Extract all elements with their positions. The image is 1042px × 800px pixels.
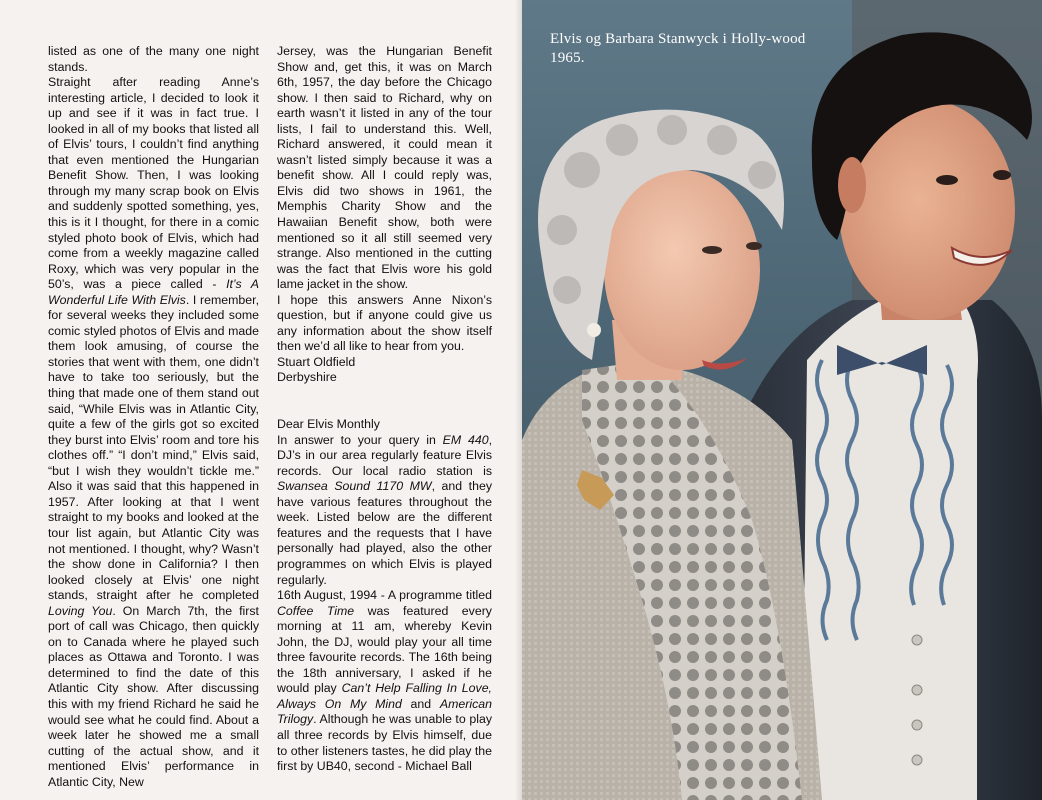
signature-name: Stuart Oldfield: [277, 354, 356, 369]
article-column-1: [48, 44, 259, 790]
paragraph: listed as one of the many one night stands.: [48, 44, 259, 74]
paragraph: I hope this answers Anne Nixon’s question, but if anyone could give us any information about the show itself then we’d all like to hear from you.: [277, 292, 492, 354]
salutation: Dear Elvis Monthly: [277, 417, 380, 432]
paragraph: In answer to your query in EM 440, DJ’s in our area regularly feature Elvis records. Our local radio station is Swansea Sound 1170 MW, and they have various features throughout the week. Listed below are the different features and the requests that I have personally had played, also the other programmes on which Elvis is played regularly.: [277, 432, 492, 587]
title-ref: Can’t Help Falling In Love, Always On My Mind: [277, 681, 492, 711]
title-ref: EM 440: [442, 432, 489, 447]
photo-caption: Elvis og Barbara Stanwyck i Holly-wood 1965.: [550, 31, 806, 66]
paragraph: 16th August, 1994 - A programme titled Coffee Time was featured every morning at 11 am, whereby Kevin John, the DJ, would play your all time three favourite records. The 16th being the 18th anniversary, I asked if he would play Can’t Help Falling In Love, Always On My Mind and American Trilogy. Although he was unable to play all three records by Elvis himself, due to other listeners tastes, he did play the first by UB40, second - Michael Ball: [277, 588, 492, 774]
title-ref: Swansea Sound 1170 MW: [277, 479, 432, 494]
title-ref: Loving You: [48, 603, 113, 618]
photo-illustration: [522, 0, 1042, 800]
title-ref: Coffee Time: [277, 603, 355, 618]
title-ref: It’s A Wonderful Life With Elvis: [48, 277, 259, 307]
paragraph: Straight after reading Anne’s interesting article, I decided to look it up and see if it was in fact true. I looked in all of my books that listed all of Elvis’ tours, I couldn’t find anything that even mentioned the Hungarian Benefit Show. Then, I was looking through my many scrap book on Elvis and suddenly spotted something, yes, this is it I thought, for there in a comic styled photo book of Elvis, which had come from a weekly magazine called Roxy, which was very popular in the 50’s, was a piece called - It’s A Wonderful Life With Elvis. I remember, for several weeks they included some comic styled photos of Elvis and made them look amusing, of course the stories that went with them, one didn’t have to take too seriously, but the thing that made one of them stand out said, “While Elvis was in Atlantic City, quite a few of the girls got so excited they burst into Elvis’ room and tore his clothes off.” “I don’t mind,” Elvis said, “but I wish they wouldn’t tickle me.” Also it was said that this happened in 1957. After looking at that I went straight to my books and looked at the tour list again, but Atlantic City was not mentioned. I thought, why? Wasn’t the show done in California? I then looked closely at Elvis’ one night stands, straight after he completed Loving You. On March 7th, the first port of call was Chicago, then quickly on to Canada where he played such places as Ottawa and Toronto. I was determined to find the date of this Atlantic City show. After discussing this with my friend Richard he said he would see what he could find. About a week later he showed me a small cutting of the actual show, and it mentioned Elvis’ performance in Atlantic City, New: [48, 75, 259, 789]
photo-elvis-stanwyck: [522, 0, 1042, 800]
article-column-2: [277, 44, 492, 775]
paragraph: Jersey, was the Hungarian Benefit Show and, get this, it was on March 6th, 1957, the day before the Chicago show. I then said to Richard, why on earth wasn’t it listed in any of the tour lists, I fail to understand this. Well, Richard answered, it could mean it wasn’t listed simply because it was a benefit show. All I could reply was, Elvis did two shows in 1961, the Memphis Charity Show and the Hawaiian Benefit show, both were mentioned so it all still seemed very strange. Also mentioned in the cutting was the fact that Elvis wore his gold lame jacket in the show.: [277, 44, 492, 292]
title-ref: American Trilogy: [277, 696, 492, 727]
signature-location: Derbyshire: [277, 370, 337, 385]
